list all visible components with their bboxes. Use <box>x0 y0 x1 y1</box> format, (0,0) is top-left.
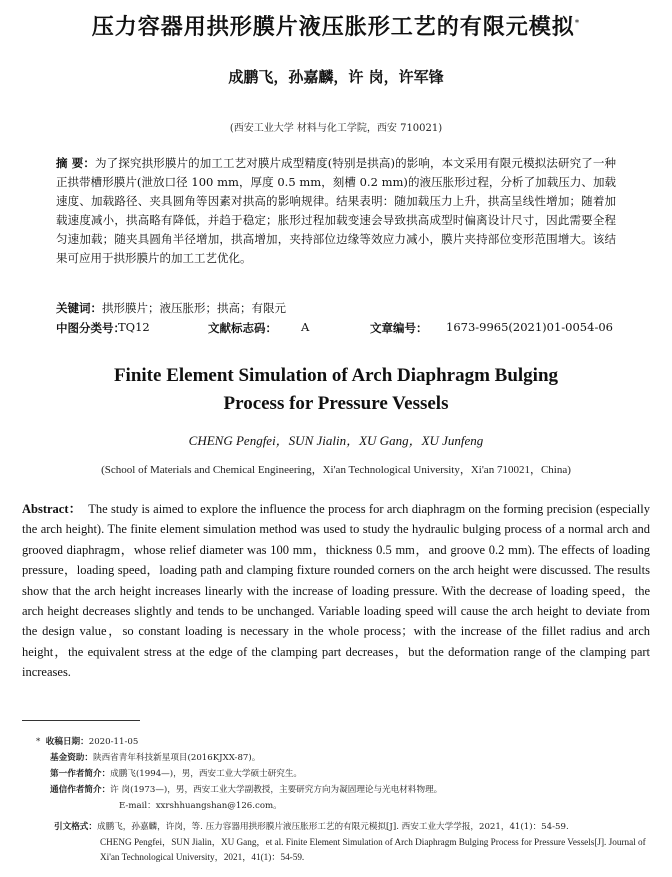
title-en-line-1: Finite Element Simulation of Arch Diaphragm Bulging <box>113 365 559 386</box>
first-author-label: 第一作者简介： <box>50 769 111 779</box>
doc-code-label: 文献标志码： <box>208 321 277 335</box>
footnote-fund <box>36 750 636 766</box>
corresponding-value: 许 岗(1973—)，男，西安工业大学副教授，主要研究方向为凝固理论与光电材料物理。 <box>110 785 443 795</box>
fund-label: 基金资助： <box>50 753 93 763</box>
title-en-line-2: Process for Pressure Vessels <box>223 393 449 414</box>
footnote-first-author <box>36 766 636 782</box>
affiliation-cn: (西安工业大学 材料与化工学院，西安 710021) <box>229 123 443 134</box>
corresponding-label: 通信作者简介： <box>50 785 111 795</box>
title-footnote-mark: * <box>574 18 581 29</box>
authors-en: CHENG Pengfei，SUN Jialin，XU Gang，XU Junfeng <box>188 433 484 448</box>
footnote-star: * <box>36 737 41 747</box>
footnote-email: E-mail：xxrshhuangshan@126.com。 <box>119 801 282 811</box>
first-author-value: 成鹏飞(1994—)，男，西安工业大学硕士研究生。 <box>110 769 303 779</box>
article-no-value: 1673-9965(2021)01-0054-06 <box>446 320 613 334</box>
clc-value: TQ12 <box>118 320 150 334</box>
citation-label: 引文格式： <box>54 822 97 832</box>
fund-value: 陕西省青年科技新星项目(2016KJXX-87)。 <box>92 753 261 763</box>
citation <box>54 820 654 865</box>
footnote-received <box>36 734 636 750</box>
received-label: 收稿日期： <box>45 737 89 747</box>
keywords-cn-label: 关键词： <box>56 301 102 315</box>
abstract-cn-text: 为了探究拱形膜片的加工工艺对膜片成型精度(特别是拱高)的影响，本文采用有限元模拟法研究了一种正拱带槽形膜片(泄放口径 100 mm，厚度 0.5 mm，刻槽 0.2 mm)的液压胀形过程，分析了加载压力、加载速度、加载路径、夹具圆角等因素对拱高的影响规律。结果表明：随加载压力上升，拱高呈线性增加；随着加载速度减小，拱高略有降低，并趋于稳定；胀形过程加载变速会导致拱高成型时偏离设计尺寸，因此需要全程匀速加载；随夹具圆角半径增加，拱高增加，夹持部位边缘等效应力减小，膜片夹持部位变形范围增大。该结果可应用于拱形膜片的加工工艺优化。 <box>56 156 616 265</box>
article-no-label: 文章编号： <box>370 321 428 335</box>
clc-label: 中图分类号： <box>56 321 125 335</box>
doc-code-value: A <box>301 320 310 334</box>
abstract-en <box>22 499 650 683</box>
keywords-cn <box>56 300 286 316</box>
footnotes <box>36 734 636 814</box>
keywords-cn-text: 拱形膜片；液压胀形；拱高；有限元 <box>102 301 286 315</box>
received-value: 2020-11-05 <box>88 737 139 747</box>
title-cn-text: 压力容器用拱形膜片液压胀形工艺的有限元模拟 <box>91 15 575 40</box>
footnote-corresponding <box>36 782 636 798</box>
abstract-cn-label: 摘 要： <box>56 156 96 170</box>
affiliation-en: (School of Materials and Chemical Engineering，Xi'an Technological University，Xi'an 710021，China) <box>101 464 571 476</box>
abstract-cn <box>56 154 616 268</box>
title-cn <box>0 10 672 41</box>
title-en <box>0 362 672 418</box>
footnote-divider <box>22 720 140 721</box>
citation-cn-text: 成鹏飞，孙嘉麟，许岗，等. 压力容器用拱形膜片液压胀形工艺的有限元模拟[J]. 西安工业大学学报，2021，41(1)：54-59. <box>96 822 569 832</box>
authors-cn: 成鹏飞，孙嘉麟，许 岗，许军锋 <box>228 68 444 86</box>
citation-en: CHENG Pengfei，SUN Jialin，XU Gang，et al. Finite Element Simulation of Arch Diaphragm Bulging Process for Pressure Vessels[J]. Journal of Xi'an Technological University，2021，41(1)：54-59. <box>100 837 646 862</box>
abstract-en-text: The study is aimed to explore the influence the process for arch diaphragm on the forming precision (especially the arch height). The finite element simulation method was used to study the hydraulic bulging process of a normal arch and grooved diaphragm，whose relief diameter was 100 mm，thickness 0.5 mm，and groove 0.2 mm). The effects of loading pressure，loading speed，loading path and clamping fixture rounded corners on the arch height were discussed. The results show that the arch height increases linearly with the increase of loading pressure. With the decrease of loading speed，the arch height decreases slightly and tends to be unchanged. Variable loading speed will cause the arch height to deviate from the design value，so constant loading is necessary in the whole process；with the increase of the fillet radius and arch height，the equivalent stress at the edge of the clamping part decreases，but the deformation range of the clamping part increases. <box>22 502 650 680</box>
abstract-en-label: Abstract： <box>22 502 82 516</box>
citation-cn <box>54 820 654 835</box>
